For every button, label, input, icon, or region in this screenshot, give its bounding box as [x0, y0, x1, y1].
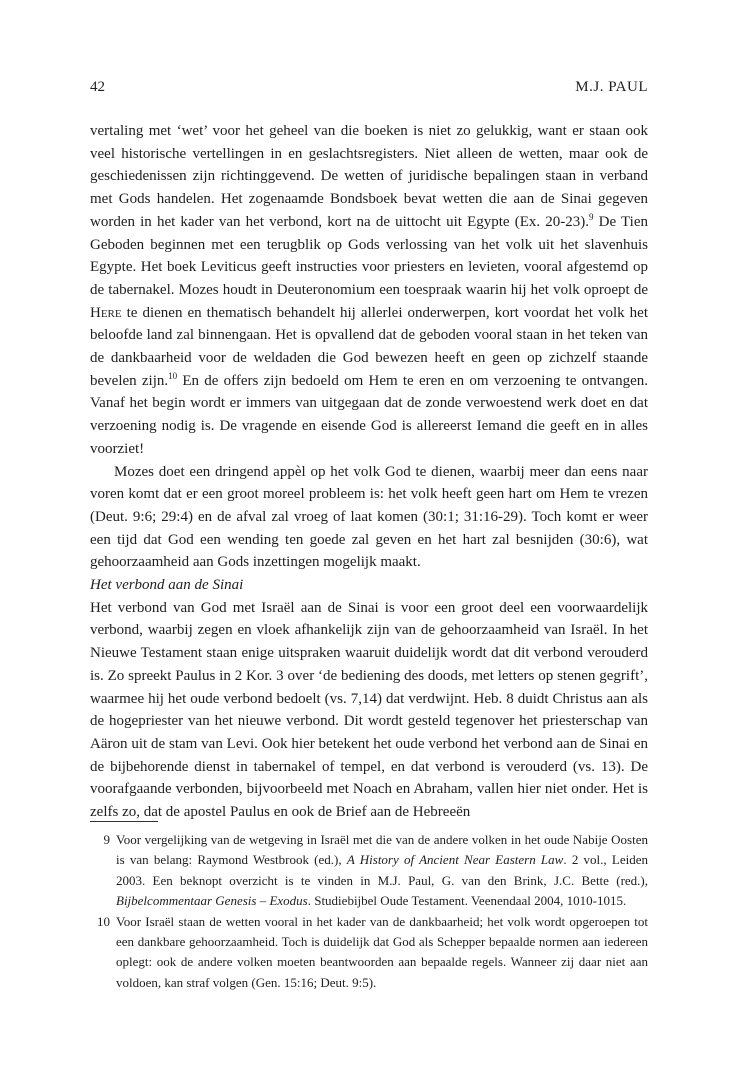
footnote-number: 9	[103, 832, 110, 847]
paragraph-3: Het verbond van God met Israël aan de Sinai is voor een groot deel een voorwaardelijk verbond, waarbij zegen en vloek afhankelijk zijn van de gehoorzaamheid van Israël. In het Nieuwe Testament staan enige uitspraken waaruit duidelijk wordt dat dit verbond verouderd is. Zo spreekt Paulus in 2 Kor. 3 over ‘de bediening des doods, met letters op stenen gegrift’, waarmee hij het oude verbond bedoelt (vs. 7,14) dat verdwijnt. Heb. 8 duidt Christus aan als de hogepriester van het nieuwe verbond. Dit wordt gesteld tegenover het priesterschap van Aäron uit de stam van Levi. Ook hier betekent het oude verbond het verbond aan de Sinai en de bijbehorende dienst in tabernakel of tempel, en dat verbond is verouderd (vs. 13). De voorafgaande verbonden, bijvoorbeeld met Noach en Abraham, vallen hier niet onder. Het is zelfs zo, dat de apostel Paulus en ook de Brief aan de Hebreeën	[90, 599, 648, 821]
divine-name: Here	[90, 304, 122, 321]
footnote-10-text: Voor Israël staan de wetten vooral in het kader van de dankbaarheid; het volk wordt opgeroepen tot een dankbare gehoorzaamheid. Toch is duidelijk dat God als Schepper bepaalde normen aan iedereen oplegt: ook de andere volken moeten beantwoorden aan bepaalde regels. Wanneer zij daar niet aan voldoen, kan straf volgen (Gen. 15:16; Deut. 9:5).	[116, 913, 648, 990]
paragraph-1-part-d: En de offers zijn bedoeld om Hem te eren en om verzoening te ontvangen. Vanaf het begin wordt er immers van uitgegaan dat de zonde verwoestend werk doet en dat verzoening nodig is. De vragende en eisende God is allereerst Iemand die geeft en in alles voorziet!	[90, 372, 648, 457]
footnote-10	[90, 912, 648, 994]
footnote-9-part-b: . 2 vol., Leiden 2003. Een beknopt overzicht is te vinden in M.J. Paul, G. van den Brink, J.C. Bette (red.),	[116, 852, 648, 888]
footnote-rule	[90, 821, 158, 822]
footnote-number: 10	[97, 913, 110, 929]
paragraph-1-part-c: te dienen en thematisch behandelt hij allerlei onderwerpen, kort voordat het volk het beloofde land zal binnengaan. Het is opvallend dat de geboden vooral staan in het teken van de dankbaarheid voor de weldaden die God bewezen heeft en geen op zichzelf staande bevelen zijn.	[90, 304, 648, 389]
paragraph-2: Mozes doet een dringend appèl op het volk God te dienen, waarbij meer dan eens naar voren komt dat er een groot moreel probleem is: het volk heeft geen hart om Hem te vrezen (Deut. 9:6; 29:4) en de afval zal vroeg of laat komen (30:1; 31:16-29). Toch komt er weer een tijd dat God een wending ten goede zal geven en het hart zal besnijden (30:6), wat gehoorzaamheid aan Gods inzettingen mogelijk maakt.	[90, 463, 648, 571]
footnote-9-part-c: . Studiebijbel Oude Testament. Veenendaal 2004, 1010-1015.	[307, 893, 627, 909]
section-title: Het verbond aan de Sinai	[90, 577, 244, 594]
footnote-9-title-1: A History of Ancient Near Eastern Law	[346, 852, 564, 868]
footnote-9-part-a: Voor vergelijking van de wetgeving in Israël met die van de andere volken in het oude Nabije Oosten is van belang: Raymond Westbrook (ed.),	[116, 832, 648, 868]
page-header	[90, 76, 648, 98]
paragraph-1-part-a: vertaling met ‘wet’ voor het geheel van die boeken is niet zo gelukkig, want er staan ook veel historische vertellingen in en geslachtsregisters. Niet alleen de wetten, maar ook de geschiedenissen zijn richtinggevend. De wetten of juridische bepalingen staan in verband met Gods handelen. Het zogenaamde Bondsboek bevat wetten die aan de Sinai gegeven worden in het kader van het verbond, kort na de uittocht uit Egypte (Ex. 20-23).	[90, 123, 648, 230]
footnote-ref-10[interactable]: 10	[168, 370, 178, 381]
footnotes	[90, 830, 648, 993]
footnote-ref-9[interactable]: 9	[589, 211, 594, 222]
footnote-9	[90, 830, 648, 912]
page-number: 42	[90, 79, 105, 95]
body-text	[90, 120, 648, 824]
paragraph-1-part-b: De Tien Geboden beginnen met een terugblik op Gods verlossing van het volk uit het slavenhuis Egypte. Het boek Leviticus geeft instructies voor priesters en levieten, vooral afgestemd op de tabernakel. Mozes houdt in Deuteronomium een toespraak waarin hij het volk oproept de	[90, 213, 648, 298]
paragraph-1	[90, 120, 648, 461]
footnote-9-title-2: Bijbelcommentaar Genesis – Exodus	[116, 893, 308, 909]
running-head: M.J. PAUL	[575, 79, 648, 95]
